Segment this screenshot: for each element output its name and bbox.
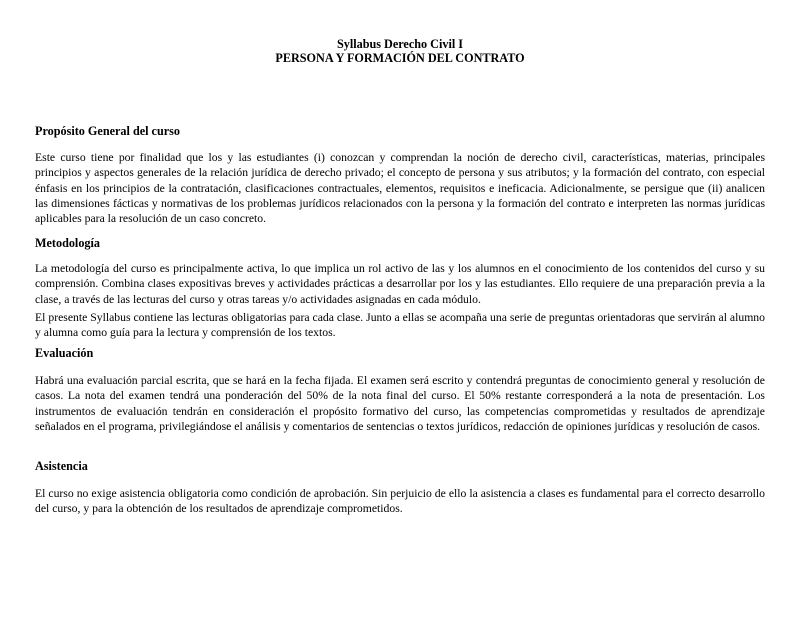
section-heading-evaluacion: Evaluación [35, 346, 94, 360]
document-title: Syllabus Derecho Civil I [336, 37, 464, 51]
section-heading-metodologia: Metodología [35, 236, 100, 250]
paragraph-proposito: Este curso tiene por finalidad que los y las estudiantes (i) conozcan y comprendan la noción de derecho civil, características, materias, principales principios y aspectos generales de la relación jurídica de derecho privado; el concepto de persona y sus atributos; y la formación del contrato, con especial énfasis en los principios de la contratación, clasificaciones contractuales, elementos, requisitos e ineficacia. Adicionalmente, se persigue que (ii) analicen las dimensiones fácticas y normativas de los problemas jurídicos relacionados con la persona y la formación del contrato e interpreten las normas jurídicas aplicables para la resolución de un caso concreto. [35, 151, 765, 226]
paragraph-asistencia: El curso no exige asistencia obligatoria como condición de aprobación. Sin perjuicio de ello la asistencia a clases es fundamental para el correcto desarrollo del curso, y para la obtención de los resultados de aprendizaje comprometidos. [35, 487, 765, 516]
document-subtitle: PERSONA Y FORMACIÓN DEL CONTRATO [275, 51, 525, 65]
paragraph-evaluacion: Habrá una evaluación parcial escrita, que se hará en la fecha fijada. El examen será escrito y contendrá preguntas de conocimiento general y resolución de casos. La nota del examen tendrá una ponderación del 50% de la nota final del curso. El 50% restante corresponderá a la nota de presentación. Los instrumentos de evaluación tendrán en consideración el propósito formativo del curso, las competencias comprometidas y resultados de aprendizaje señalados en el programa, privilegiándose el análisis y comentarios de sentencias o textos jurídicos, redacción de opiniones jurídicas y resolución de casos. [35, 374, 765, 433]
section-heading-proposito: Propósito General del curso [35, 124, 180, 138]
paragraph-metodologia-2: El presente Syllabus contiene las lecturas obligatorias para cada clase. Junto a ellas se acompaña una serie de preguntas orientadoras que servirán al alumno y alumna como guía para la lectura y comprensión de los textos. [35, 311, 765, 340]
section-heading-asistencia: Asistencia [35, 459, 88, 473]
paragraph-metodologia-1: La metodología del curso es principalmente activa, lo que implica un rol activo de las y los alumnos en el conocimiento de los contenidos del curso y su comprensión. Combina clases expositivas breves y actividades prácticas a desarrollar por los y las estudiantes. Ello requiere de una preparación previa a la clase, a través de las lecturas del curso y otras tareas y/o actividades asignadas en cada módulo. [35, 262, 765, 306]
